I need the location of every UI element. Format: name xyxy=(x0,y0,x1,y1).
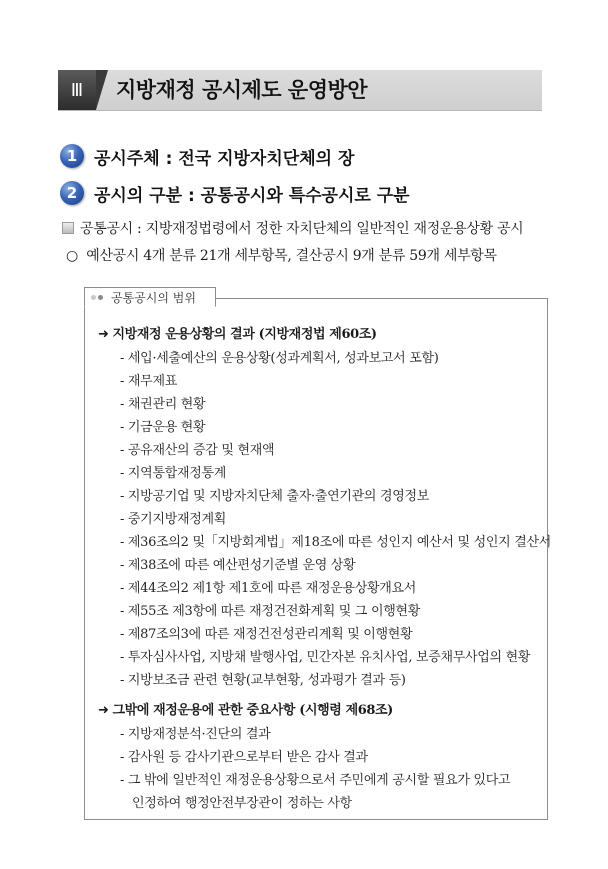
group2-title xyxy=(98,699,393,718)
section-number-badge: Ⅲ xyxy=(58,70,96,110)
list-item: - 제38조에 따른 예산편성기준별 운영 상황 xyxy=(120,558,356,573)
list-item: - 지방재정분석·진단의 결과 xyxy=(120,727,271,742)
circle-bullet: ○ xyxy=(66,248,78,264)
heading-1-text: 공시주체 : 전국 지방자치단체의 장 xyxy=(94,148,355,169)
scope-box-tab-label: 공통공시의 범위 xyxy=(111,290,196,305)
section-title-bar xyxy=(58,70,542,111)
heading-2-text: 공시의 구분 : 공통공시와 특수공시로 구분 xyxy=(94,185,410,206)
list-item: - 제36조의2 및「지방회계법」제18조에 따른 성인지 예산서 및 성인지 결산서 xyxy=(120,535,551,550)
heading-2 xyxy=(60,180,410,206)
dots-icon xyxy=(91,295,105,300)
list-item: - 그 밖에 일반적인 재정운용상황으로서 주민에게 공시할 필요가 있다고 xyxy=(120,773,511,788)
group1-title xyxy=(98,323,377,342)
list-item: - 채권관리 현황 xyxy=(120,397,206,412)
common-disclosure-line xyxy=(62,218,523,238)
list-item: - 제44조의2 제1항 제1호에 따른 재정운용상황개요서 xyxy=(120,581,417,596)
title-bar-slant xyxy=(96,70,108,110)
list-item: - 제55조 제3항에 따른 재정건전화계획 및 그 이행현황 xyxy=(120,604,420,619)
list-item: - 공유재산의 증감 및 현재액 xyxy=(120,443,275,458)
square-bullet-icon xyxy=(62,222,74,234)
list-item: - 중기지방재정계획 xyxy=(120,512,226,527)
list-item: - 지방보조금 관련 현황(교부현황, 성과평가 결과 등) xyxy=(120,673,406,688)
budget-disclosure-line xyxy=(66,245,497,265)
group1-title-text: 지방재정 운용상황의 결과 (지방재정법 제60조) xyxy=(112,327,377,342)
list-item: - 제87조의3에 따른 재정건전성관리계획 및 이행현황 xyxy=(120,627,413,642)
list-item: - 재무제표 xyxy=(120,374,177,389)
arrow-right-icon: ➜ xyxy=(98,703,109,718)
common-disclosure-text: 공통공시 : 지방재정법령에서 정한 자치단체의 일반적인 재정운용상황 공시 xyxy=(80,221,524,237)
heading-1 xyxy=(60,143,354,169)
list-item: - 투자심사사업, 지방채 발행사업, 민간자본 유치사업, 보증채무사업의 현황 xyxy=(120,650,531,665)
list-item: - 지방공기업 및 지방자치단체 출자·출연기관의 경영정보 xyxy=(120,489,430,504)
list-item: - 지역통합재정통계 xyxy=(120,466,226,481)
list-item: - 감사원 등 감사기관으로부터 받은 감사 결과 xyxy=(120,750,368,765)
number-2-icon: 2 xyxy=(60,181,84,205)
list-item-continuation: 인정하여 행정안전부장관이 정하는 사항 xyxy=(132,796,352,811)
number-1-icon: 1 xyxy=(60,144,84,168)
arrow-right-icon: ➜ xyxy=(98,327,109,342)
group2-title-text: 그밖에 재정운용에 관한 중요사항 (시행령 제68조) xyxy=(112,703,393,718)
section-title: 지방재정 공시제도 운영방안 xyxy=(116,78,368,102)
budget-disclosure-text: 예산공시 4개 분류 21개 세부항목, 결산공시 9개 분류 59개 세부항목 xyxy=(86,248,497,264)
list-item: - 세입·세출예산의 운용상황(성과계획서, 성과보고서 포함) xyxy=(120,351,439,366)
list-item: - 기금운용 현황 xyxy=(120,420,206,435)
scope-box-tab xyxy=(84,287,216,307)
